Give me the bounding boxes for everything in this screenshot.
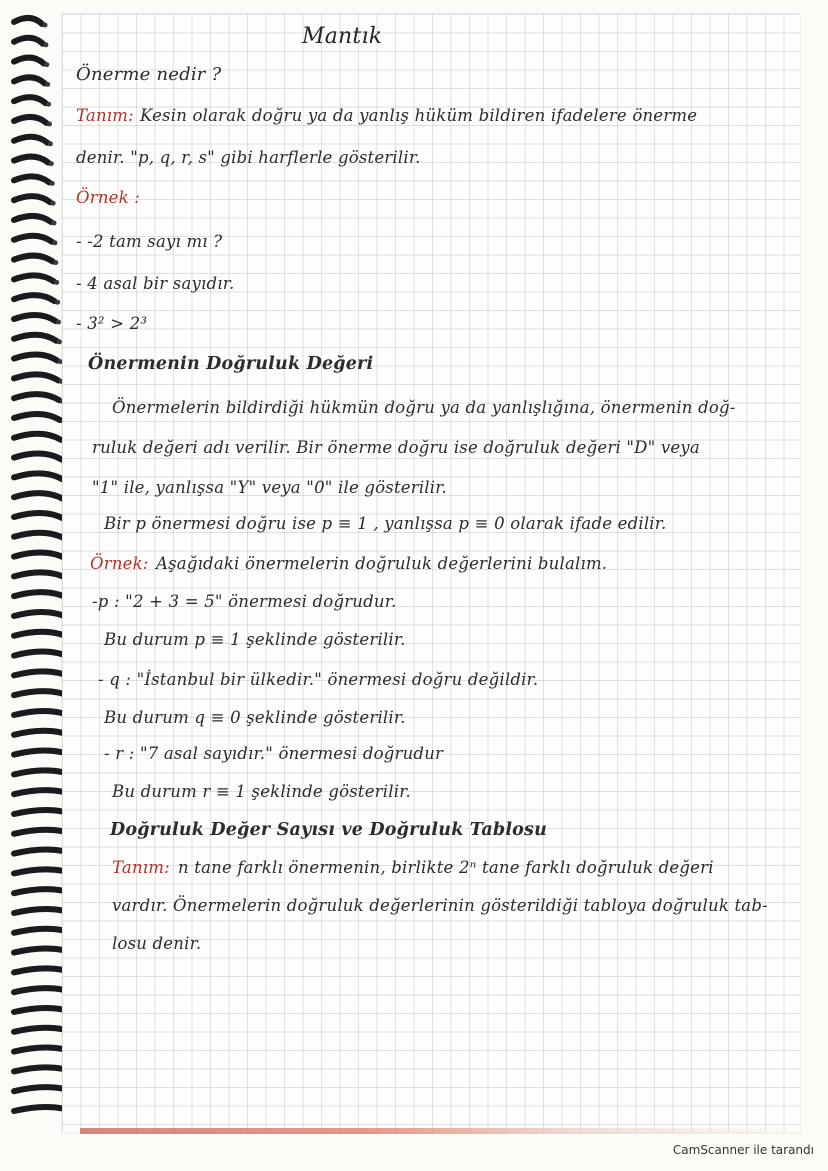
- definition1-line1: Kesin olarak doğru ya da yanlış hüküm bildiren ifadelere önerme: [140, 106, 698, 125]
- spiral-ring: [14, 38, 43, 44]
- spiral-hole: [47, 122, 52, 127]
- example2-line: - q : "İstanbul bir ülkedir." önermesi doğru değildir.: [98, 670, 539, 689]
- spiral-ring: [14, 374, 58, 380]
- example2-line: - r : "7 asal sayıdır." önermesi doğrudur: [104, 744, 444, 763]
- spiral-ring: [14, 176, 49, 182]
- spiral-ring: [14, 196, 50, 202]
- spiral-hole: [43, 42, 48, 47]
- spiral-ring: [14, 117, 47, 123]
- scanner-watermark: CamScanner ile tarandı: [672, 1143, 814, 1157]
- spiral-ring: [14, 473, 63, 479]
- spiral-ring: [14, 592, 68, 598]
- example2-line: Bu durum q ≡ 0 şeklinde gösterilir.: [104, 708, 406, 727]
- para2: Bir p önermesi doğru ise p ≡ 1 , yanlışsa p ≡ 0 olarak ifade edilir.: [104, 514, 667, 533]
- definition1-line2: denir. "p, q, r, s" gibi harflerle gösterilir.: [76, 148, 421, 167]
- sheet-bottom-edge: [80, 1128, 800, 1134]
- section-heading-truth-table: Doğruluk Değer Sayısı ve Doğruluk Tablosu: [110, 820, 548, 840]
- spiral-hole: [49, 161, 54, 166]
- para1-line1: Önermelerin bildirdiği hükmün doğru ya da yanlışlığına, önermenin doğ-: [112, 398, 736, 417]
- page-title: Mantık: [302, 24, 383, 49]
- definition2-label: Tanım:: [112, 858, 170, 877]
- example1-item: - 4 asal bir sayıdır.: [76, 274, 235, 293]
- example2-line: Bu durum p ≡ 1 şeklinde gösterilir.: [104, 630, 406, 649]
- example2-line: -p : "2 + 3 = 5" önermesi doğrudur.: [92, 592, 397, 611]
- definition2-line2: vardır. Önermelerin doğruluk değerlerinin gösterildiği tabloya doğruluk tab-: [112, 896, 768, 915]
- spiral-ring: [14, 355, 57, 361]
- spiral-ring: [14, 454, 62, 460]
- spiral-hole: [52, 221, 57, 226]
- spiral-hole: [56, 320, 61, 325]
- spiral-hole: [55, 300, 60, 305]
- spiral-hole: [54, 280, 59, 285]
- example2-label: Örnek:: [90, 554, 149, 573]
- spiral-ring: [14, 58, 44, 64]
- spiral-ring: [14, 216, 51, 222]
- spiral-hole: [44, 62, 49, 67]
- example1-item: - 3² > 2³: [76, 314, 148, 333]
- example1-item: - -2 tam sayı mı ?: [76, 232, 223, 251]
- grid-paper-sheet: [62, 14, 800, 1132]
- spiral-ring: [14, 275, 54, 281]
- definition2-line1: n tane farklı önermenin, birlikte 2ⁿ tane farklı doğruluk değeri: [178, 858, 714, 877]
- spiral-hole: [46, 102, 51, 107]
- spiral-ring: [14, 157, 48, 163]
- spiral-hole: [45, 82, 50, 87]
- example2-intro: Aşağıdaki önermelerin doğruluk değerlerini bulalım.: [156, 554, 608, 573]
- spiral-hole: [50, 181, 55, 186]
- spiral-ring: [14, 137, 47, 143]
- definition1-label: Tanım:: [76, 106, 134, 125]
- spiral-ring: [14, 18, 42, 24]
- spiral-ring: [14, 553, 66, 559]
- spiral-ring: [14, 394, 59, 400]
- spiral-ring: [14, 295, 55, 301]
- spiral-hole: [48, 141, 53, 146]
- spiral-ring: [14, 315, 56, 321]
- spiral-hole: [43, 23, 48, 28]
- spiral-ring: [14, 572, 67, 578]
- spiral-ring: [14, 414, 60, 420]
- example1-label: Örnek :: [76, 188, 141, 207]
- spiral-ring: [14, 236, 52, 242]
- spiral-ring: [14, 612, 69, 618]
- spiral-hole: [53, 260, 58, 265]
- para1-line3: "1" ile, yanlışsa "Y" veya "0" ile gösterilir.: [92, 478, 447, 497]
- spiral-ring: [14, 335, 56, 341]
- spiral-hole: [51, 201, 56, 206]
- question-heading: Önerme nedir ?: [76, 64, 222, 85]
- spiral-ring: [14, 97, 46, 103]
- spiral-ring: [14, 77, 45, 83]
- para1-line2: ruluk değeri adı verilir. Bir önerme doğru ise doğruluk değeri "D" veya: [92, 438, 700, 457]
- section-heading-truth-value: Önermenin Doğruluk Değeri: [88, 354, 374, 374]
- spiral-ring: [14, 513, 65, 519]
- definition2-line3: losu denir.: [112, 934, 202, 953]
- spiral-ring: [14, 533, 65, 539]
- spiral-ring: [14, 493, 64, 499]
- spiral-ring: [14, 256, 53, 262]
- spiral-ring: [14, 434, 61, 440]
- example2-line: Bu durum r ≡ 1 şeklinde gösterilir.: [112, 782, 411, 801]
- spiral-hole: [52, 240, 57, 245]
